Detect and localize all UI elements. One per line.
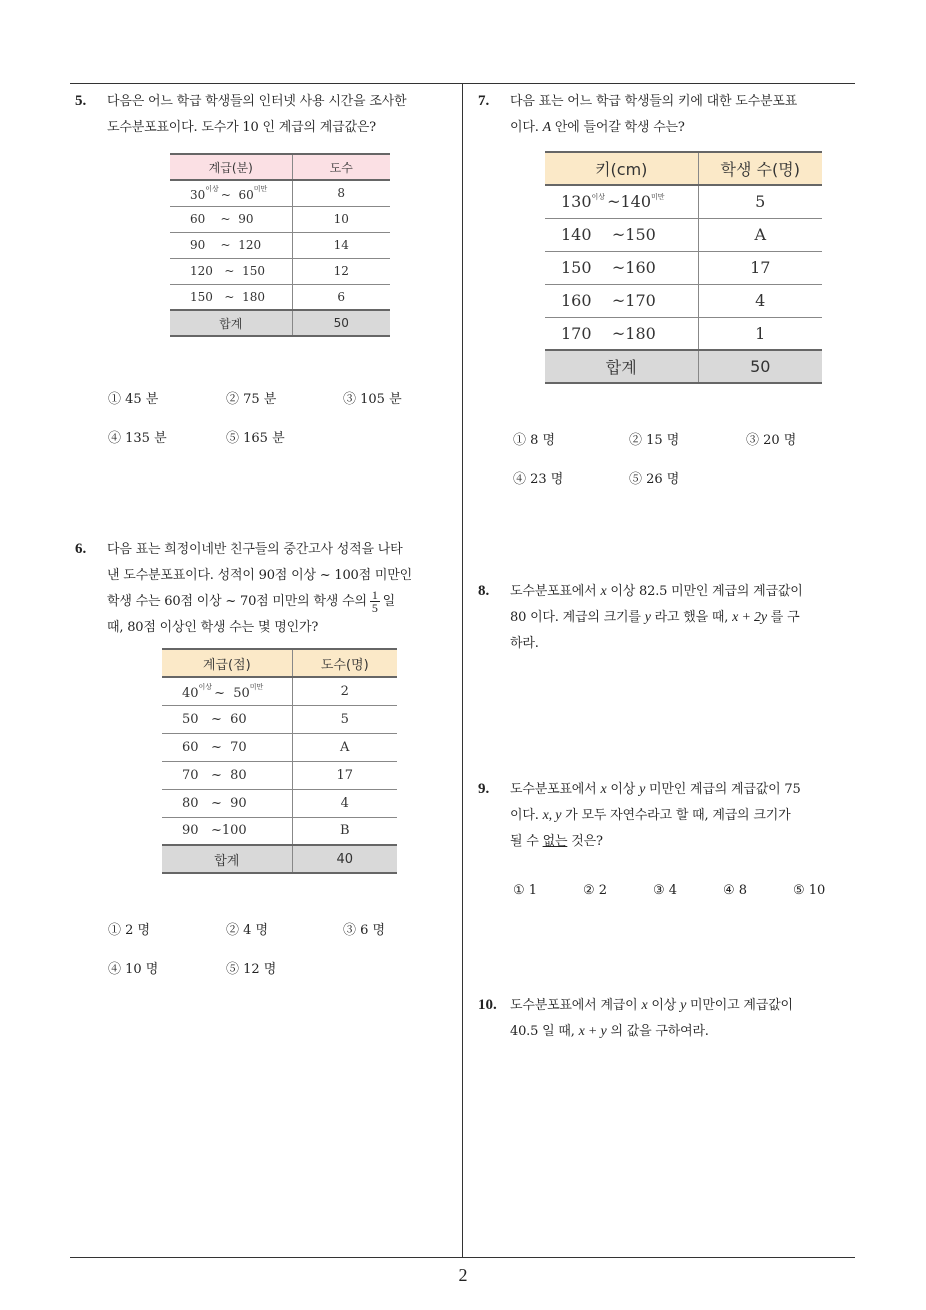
class-interval: $30^{이상}$ ~ $60^{미만}$ xyxy=(170,180,292,206)
total-label: 합계 xyxy=(162,845,292,873)
choice-1[interactable]: ① 1 xyxy=(513,883,538,898)
table-total-row xyxy=(545,350,822,383)
question-line: 낸 도수분포표이다. 성적이 90점 이상 ~ 100점 미만인 xyxy=(107,568,412,583)
class-interval: 150 ~160 xyxy=(545,251,698,284)
question-number: 8. xyxy=(478,583,490,599)
frequency-cell: 2 xyxy=(292,677,397,705)
question-line: 하라. xyxy=(510,636,539,651)
question-line: 도수분포표에서 계급이 x 이상 y 미만이고 계급값이 xyxy=(510,998,793,1013)
question-line: 도수분포표에서 x 이상 y 미만인 계급의 계급값이 75 xyxy=(510,782,801,797)
choice-1[interactable]: ① 45 분 xyxy=(108,392,159,407)
frequency-cell: 12 xyxy=(292,258,390,284)
bottom-rule xyxy=(70,1257,855,1258)
fraction: $\frac{1}{5}$ xyxy=(371,588,378,615)
question-line: 80 이다. 계급의 크기를 y 라고 했을 때, x + 2y 를 구 xyxy=(510,610,800,625)
total-value: 50 xyxy=(292,310,390,336)
table-row xyxy=(170,180,390,206)
question-text xyxy=(510,89,797,141)
question-number: 5. xyxy=(75,93,87,109)
question-number: 7. xyxy=(478,93,490,109)
total-value: 40 xyxy=(292,845,397,873)
class-interval: 90 ~100 xyxy=(162,817,292,845)
frequency-cell: 4 xyxy=(292,789,397,817)
table-row xyxy=(170,258,390,284)
total-label: 합계 xyxy=(545,350,698,383)
frequency-cell: 17 xyxy=(292,761,397,789)
class-interval: 120 ~ 150 xyxy=(170,258,292,284)
class-interval: 80 ~ 90 xyxy=(162,789,292,817)
table-row xyxy=(545,185,822,218)
table-row xyxy=(162,733,397,761)
table-header-row xyxy=(170,154,390,180)
question-line: 도수분포표에서 x 이상 82.5 미만인 계급의 계급값이 xyxy=(510,584,803,599)
class-interval: 60 ~ 90 xyxy=(170,206,292,232)
class-interval: 90 ~ 120 xyxy=(170,232,292,258)
question-line: 다음 표는 희정이네반 친구들의 중간고사 성적을 나타 xyxy=(107,542,403,557)
frequency-cell: 1 xyxy=(698,317,822,350)
question-line: 학생 수는 60점 이상 ~ 70점 미만의 학생 수의 $\frac{1}{5}$ 일 xyxy=(107,588,395,615)
page-number: 2 xyxy=(458,1265,468,1285)
table-row xyxy=(545,284,822,317)
table-row xyxy=(162,705,397,733)
table-row xyxy=(162,761,397,789)
question-line: 이다. A 안에 들어갈 학생 수는? xyxy=(510,120,685,135)
choice-3[interactable]: ③ 6 명 xyxy=(343,923,386,938)
question-line: 때, 80점 이상인 학생 수는 몇 명인가? xyxy=(107,620,319,635)
choice-3[interactable]: ③ 4 xyxy=(653,883,678,898)
choice-5[interactable]: ⑤ 10 xyxy=(793,883,826,898)
frequency-table-q5 xyxy=(170,153,390,337)
table-total-row xyxy=(162,845,397,873)
choice-3[interactable]: ③ 105 분 xyxy=(343,392,402,407)
choice-3[interactable]: ③ 20 명 xyxy=(746,433,797,448)
table-header-row xyxy=(162,649,397,677)
frequency-table-q7 xyxy=(545,151,822,384)
frequency-cell: 10 xyxy=(292,206,390,232)
class-interval: $40^{이상}$ ~ $50^{미만}$ xyxy=(162,677,292,705)
class-interval: 150 ~ 180 xyxy=(170,284,292,310)
question-line: 도수분포표이다. 도수가 10 인 계급의 계급값은? xyxy=(107,120,376,135)
frequency-table-q6 xyxy=(162,648,397,874)
frequency-cell: 8 xyxy=(292,180,390,206)
question-text xyxy=(510,993,793,1045)
frequency-cell: 5 xyxy=(292,705,397,733)
total-value: 50 xyxy=(698,350,822,383)
choice-1[interactable]: ① 2 명 xyxy=(108,923,151,938)
choice-1[interactable]: ① 8 명 xyxy=(513,433,556,448)
table-total-row xyxy=(170,310,390,336)
question-text xyxy=(510,777,801,855)
frequency-cell: 5 xyxy=(698,185,822,218)
class-interval: 60 ~ 70 xyxy=(162,733,292,761)
table-row xyxy=(545,251,822,284)
choice-2[interactable]: ② 15 명 xyxy=(629,433,680,448)
class-interval: $130^{이상}$ $\sim 140^{미만}$ xyxy=(545,185,698,218)
column-header: 키(cm) xyxy=(545,152,698,185)
question-line: 다음 표는 어느 학급 학생들의 키에 대한 도수분포표 xyxy=(510,94,798,109)
column-divider xyxy=(462,83,463,1257)
total-label: 합계 xyxy=(170,310,292,336)
choice-4[interactable]: ④ 10 명 xyxy=(108,962,159,977)
table-row xyxy=(162,817,397,845)
table-row xyxy=(162,677,397,705)
frequency-cell: 4 xyxy=(698,284,822,317)
question-text xyxy=(107,89,406,141)
choice-2[interactable]: ② 75 분 xyxy=(226,392,277,407)
frequency-cell: A xyxy=(292,733,397,761)
class-interval: 140 ~150 xyxy=(545,218,698,251)
question-line: 될 수 없는 것은? xyxy=(510,834,603,849)
class-interval: 50 ~ 60 xyxy=(162,705,292,733)
frequency-cell: 14 xyxy=(292,232,390,258)
table-row xyxy=(545,317,822,350)
column-header: 학생 수(명) xyxy=(698,152,822,185)
question-line: 이다. x, y 가 모두 자연수라고 할 때, 계급의 크기가 xyxy=(510,808,791,823)
choice-4[interactable]: ④ 8 xyxy=(723,883,748,898)
table-row xyxy=(545,218,822,251)
question-number: 6. xyxy=(75,541,87,557)
frequency-cell: 6 xyxy=(292,284,390,310)
table-row xyxy=(170,284,390,310)
table-row xyxy=(162,789,397,817)
frequency-cell: B xyxy=(292,817,397,845)
question-line: 40.5 일 때, x + y 의 값을 구하여라. xyxy=(510,1024,709,1039)
column-header: 도수(명) xyxy=(292,649,397,677)
class-interval: 170 ~180 xyxy=(545,317,698,350)
choice-4[interactable]: ④ 135 분 xyxy=(108,431,167,446)
choice-2[interactable]: ② 4 명 xyxy=(226,923,269,938)
question-text xyxy=(107,537,412,641)
choice-5[interactable]: ⑤ 165 분 xyxy=(226,431,285,446)
table-row xyxy=(170,232,390,258)
choice-4[interactable]: ④ 23 명 xyxy=(513,472,564,487)
column-header: 계급(점) xyxy=(162,649,292,677)
column-header: 계급(분) xyxy=(170,154,292,180)
question-line: 다음은 어느 학급 학생들의 인터넷 사용 시간을 조사한 xyxy=(107,94,407,109)
choice-5[interactable]: ⑤ 12 명 xyxy=(226,962,277,977)
frequency-cell: A xyxy=(698,218,822,251)
table-row xyxy=(170,206,390,232)
table-header-row xyxy=(545,152,822,185)
question-text xyxy=(510,579,803,657)
frequency-cell: 17 xyxy=(698,251,822,284)
class-interval: 160 ~170 xyxy=(545,284,698,317)
question-number: 10. xyxy=(478,997,497,1013)
column-header: 도수 xyxy=(292,154,390,180)
choice-5[interactable]: ⑤ 26 명 xyxy=(629,472,680,487)
question-number: 9. xyxy=(478,781,490,797)
class-interval: 70 ~ 80 xyxy=(162,761,292,789)
choice-2[interactable]: ② 2 xyxy=(583,883,608,898)
